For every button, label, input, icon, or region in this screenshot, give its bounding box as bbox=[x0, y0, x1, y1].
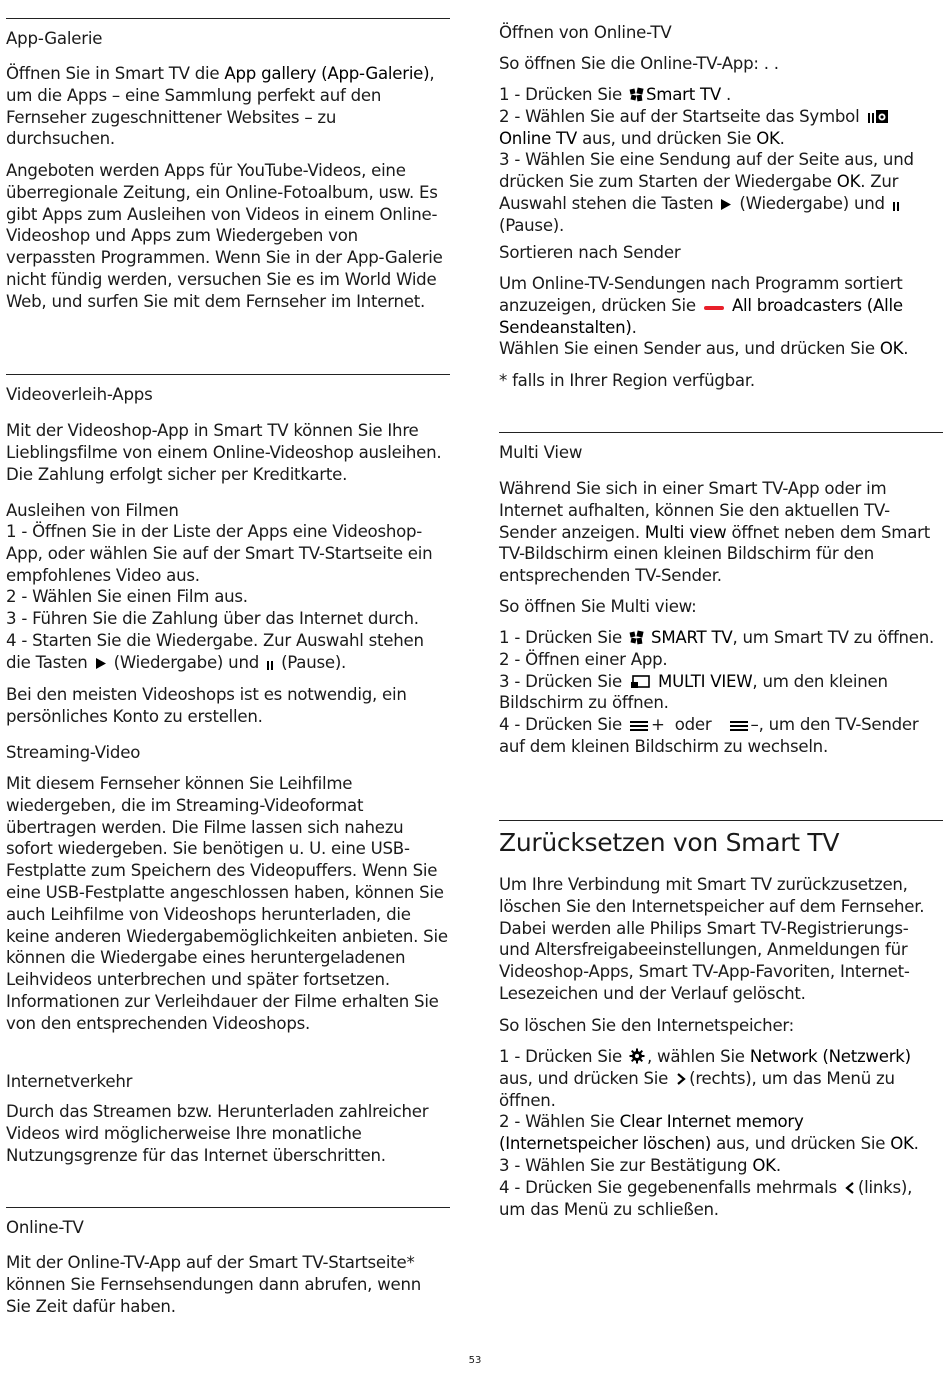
text: Wählen Sie einen Sender aus, und drücken Sie bbox=[499, 339, 875, 359]
text: aus, und drücken Sie bbox=[499, 1068, 669, 1088]
list-icon bbox=[629, 720, 649, 732]
red-key-icon bbox=[703, 303, 725, 313]
text: . bbox=[903, 339, 909, 359]
step-4 bbox=[499, 714, 943, 758]
chevron-left-icon bbox=[844, 1181, 856, 1195]
text: (links), um das Menü zu schließen. bbox=[499, 1177, 913, 1219]
text: 4 - Drücken Sie bbox=[499, 715, 622, 735]
text: . bbox=[631, 317, 637, 337]
step-1 bbox=[499, 1046, 943, 1111]
section-heading-video-rental: Videoverleih-Apps bbox=[6, 385, 153, 404]
paragraph bbox=[6, 63, 450, 150]
text: Um Online-TV-Sendungen nach Programm sortiert anzuzeigen, drücken Sie bbox=[499, 274, 903, 315]
key-label-app-gallery: App gallery (App-Galerie) bbox=[224, 64, 430, 83]
text: 3 - Wählen Sie zur Bestätigung bbox=[499, 1155, 748, 1175]
text: 3 - Wählen Sie eine Sendung auf der Seite aus, und drücken Sie zum Starten der Wiedergabe bbox=[499, 150, 914, 192]
step-2: 2 - Öffnen einer App. bbox=[499, 649, 668, 669]
section-heading-open-online-tv: Öffnen von Online-TV bbox=[499, 23, 672, 42]
key-label-ok: OK bbox=[890, 1134, 914, 1154]
paragraph: Bei den meisten Videoshops ist es notwendig, ein persönliches Konto zu erstellen. bbox=[6, 685, 407, 726]
paragraph bbox=[499, 478, 943, 587]
text: , um den kleinen Bildschirm zu öffnen. bbox=[499, 671, 888, 713]
key-label-smart-tv: SMART TV bbox=[651, 628, 733, 647]
text: Öffnen Sie in Smart TV die bbox=[6, 64, 220, 83]
text: , wählen Sie bbox=[647, 1047, 745, 1066]
text: , um die Apps – eine Sammlung perfekt auf den Fernseher zugeschnittener Websites – zu durchsuchen. bbox=[6, 64, 435, 149]
section-heading-app-gallery: App-Galerie bbox=[6, 29, 103, 48]
chapter-heading-reset: Zurücksetzen von Smart TV bbox=[499, 828, 840, 857]
paragraph: Mit der Videoshop-App in Smart TV können Sie Ihre Lieblingsfilme von einem Online-Videoshop ausleihen. Die Zahlung erfolgt sicher per Kreditkarte. bbox=[6, 421, 442, 484]
text: 4 - Starten Sie die Wiedergabe. Zur Auswahl stehen die Tasten bbox=[6, 630, 424, 672]
key-label-ok: OK bbox=[756, 128, 780, 148]
step-2: 2 - Wählen Sie einen Film aus. bbox=[6, 587, 248, 607]
text: (Wiedergabe) und bbox=[739, 193, 885, 213]
step-1 bbox=[499, 627, 943, 649]
text: (Pause). bbox=[499, 215, 565, 235]
text: , um den TV-Sender auf dem kleinen Bildschirm zu wechseln. bbox=[499, 715, 919, 756]
key-label-clear-internet-memory: Clear Internet memory (Internetspeicher löschen) bbox=[499, 1112, 804, 1154]
text: oder bbox=[674, 715, 712, 735]
subheading: Internetverkehr bbox=[6, 1072, 133, 1091]
step-list bbox=[499, 84, 943, 237]
paragraph: Mit diesem Fernseher können Sie Leihfilme wiedergeben, die im Streaming-Videoformat übertragen werden. Die Filme lassen sich nahezu sofort wiedergeben. Sie benötigen u. U. eine USB-Festplatte zum Speichern des Videopuffers. Wenn Sie eine USB-Festplatte angeschlossen haben, können Sie auch Leihfilme von Videoshops herunterladen, die keine anderen Wiedergabemöglichkeiten anbieten. Sie können die Wiedergabe eines heruntergeladenen Leihvideos unterbrechen und später fortsetzen. Informationen zur Verleihdauer der Filme erhalten Sie von den entsprechenden Videoshops. bbox=[6, 774, 448, 1033]
step-list bbox=[499, 1046, 943, 1220]
section-heading-online-tv: Online-TV bbox=[6, 1218, 84, 1237]
key-label-multi-view: Multi view bbox=[644, 522, 727, 542]
section-divider bbox=[6, 374, 450, 375]
text: 1 - Drücken Sie bbox=[499, 628, 622, 647]
text: 3 - Drücken Sie bbox=[499, 671, 622, 691]
multi-view-icon bbox=[629, 674, 651, 689]
text: 1 - Drücken Sie bbox=[499, 85, 622, 104]
section-divider bbox=[6, 18, 450, 19]
text: . bbox=[913, 1134, 919, 1154]
section-divider bbox=[6, 1207, 450, 1208]
paragraph bbox=[499, 273, 943, 360]
paragraph: Angeboten werden Apps für YouTube-Videos, eine überregionale Zeitung, ein Online-Fotoalbum, usw. Es gibt Apps zum Ausleihen von Videos in einem Online-Videoshop und Apps zum Wiedergeben von verpassten Programmen. Wenn Sie in der App-Galerie nicht fündig werden, versuchen Sie es im World Wide Web, und surfen Sie mit dem Fernseher im Internet. bbox=[6, 161, 443, 311]
paragraph: So öffnen Sie Multi view: bbox=[499, 597, 697, 616]
text: 4 - Drücken Sie gegebenenfalls mehrmals bbox=[499, 1177, 837, 1197]
play-icon bbox=[95, 657, 107, 670]
text: (Wiedergabe) und bbox=[113, 652, 259, 672]
paragraph: Durch das Streamen bzw. Herunterladen zahlreicher Videos wird möglicherweise Ihre monatliche Nutzungsgrenze für das Internet überschritten. bbox=[6, 1102, 429, 1165]
text: aus, und drücken Sie bbox=[582, 128, 752, 148]
pause-icon bbox=[892, 200, 900, 211]
step-1: 1 - Öffnen Sie in der Liste der Apps eine Videoshop-App, oder wählen Sie auf der Smart TV-Startseite ein empfohlenes Video aus. bbox=[6, 522, 433, 585]
section-divider bbox=[499, 820, 943, 821]
text: . bbox=[726, 85, 732, 104]
step-4 bbox=[6, 630, 450, 674]
text: aus, und drücken Sie bbox=[716, 1134, 886, 1154]
line bbox=[499, 338, 943, 360]
pause-icon bbox=[266, 659, 274, 670]
step-3 bbox=[499, 149, 943, 236]
subheading: Streaming-Video bbox=[6, 743, 141, 762]
plus-label: + bbox=[651, 715, 665, 735]
step-3 bbox=[499, 671, 943, 715]
text: 2 - Wählen Sie bbox=[499, 1112, 615, 1132]
key-label-network: Network (Netzwerk) bbox=[749, 1047, 911, 1066]
text: (rechts), um das Menü zu öffnen. bbox=[499, 1068, 895, 1110]
gear-icon bbox=[629, 1048, 645, 1064]
list-icon bbox=[729, 720, 749, 732]
step-3 bbox=[499, 1155, 943, 1177]
key-label-ok: OK bbox=[752, 1155, 776, 1175]
key-label-all-broadcasters: All broadcasters (Alle Sendeanstalten) bbox=[499, 295, 903, 337]
text: . bbox=[779, 128, 785, 148]
text: Während Sie sich in einer Smart TV-App oder im Internet aufhalten, können Sie den aktuellen TV-Sender anzeigen. bbox=[499, 479, 890, 542]
paragraph: So löschen Sie den Internetspeicher: bbox=[499, 1016, 795, 1035]
online-tv-icon bbox=[866, 108, 890, 124]
footnote: * falls in Ihrer Region verfügbar. bbox=[499, 371, 755, 390]
step-2 bbox=[499, 1111, 943, 1155]
text: (Pause). bbox=[281, 652, 347, 672]
key-label-multi-view: MULTI VIEW bbox=[658, 671, 753, 691]
section-divider bbox=[499, 432, 943, 433]
text: 1 - Drücken Sie bbox=[499, 1047, 622, 1066]
step-list bbox=[499, 627, 943, 758]
smart-tv-icon bbox=[629, 87, 644, 102]
text: 2 - Wählen Sie auf der Startseite das Symbol bbox=[499, 106, 860, 126]
key-label-smart-tv: Smart TV bbox=[646, 85, 721, 104]
subheading: Sortieren nach Sender bbox=[499, 243, 681, 262]
key-label-online-tv: Online TV bbox=[499, 128, 578, 148]
chevron-right-icon bbox=[675, 1072, 687, 1086]
key-label-ok: OK bbox=[879, 339, 904, 359]
paragraph: Um Ihre Verbindung mit Smart TV zurückzusetzen, löschen Sie den Internetspeicher auf dem Fernseher. Dabei werden alle Philips Smart TV-Registrierungs- und Altersfreigabeeinstellungen, Anmeldungen für Videoshop-Apps, Smart TV-App-Favoriten, Internet-Lesezeichen und der Verlauf gelöscht. bbox=[499, 875, 925, 1003]
step-2 bbox=[499, 106, 943, 150]
section-heading-multi-view: Multi View bbox=[499, 443, 583, 462]
text: , um Smart TV zu öffnen. bbox=[732, 628, 935, 647]
paragraph: Mit der Online-TV-App auf der Smart TV-Startseite* können Sie Fernsehsendungen dann abrufen, wenn Sie Zeit dafür haben. bbox=[6, 1253, 422, 1316]
text: öffnet neben dem Smart TV-Bildschirm einen kleinen Bildschirm für den entsprechenden TV-Sender. bbox=[499, 522, 930, 586]
step-list bbox=[6, 521, 450, 674]
page-number: 53 bbox=[468, 1355, 482, 1366]
minus-label: – bbox=[750, 715, 759, 735]
subheading: Ausleihen von Filmen bbox=[6, 501, 179, 520]
key-label-ok: OK bbox=[836, 172, 861, 192]
text: . bbox=[775, 1155, 781, 1175]
paragraph: So öffnen Sie die Online-TV-App: . . bbox=[499, 54, 779, 73]
step-1 bbox=[499, 84, 943, 106]
smart-tv-icon bbox=[629, 630, 644, 645]
play-icon bbox=[720, 198, 732, 211]
step-4 bbox=[499, 1177, 943, 1221]
text: . Zur Auswahl stehen die Tasten bbox=[499, 172, 899, 213]
step-3: 3 - Führen Sie die Zahlung über das Internet durch. bbox=[6, 609, 419, 629]
